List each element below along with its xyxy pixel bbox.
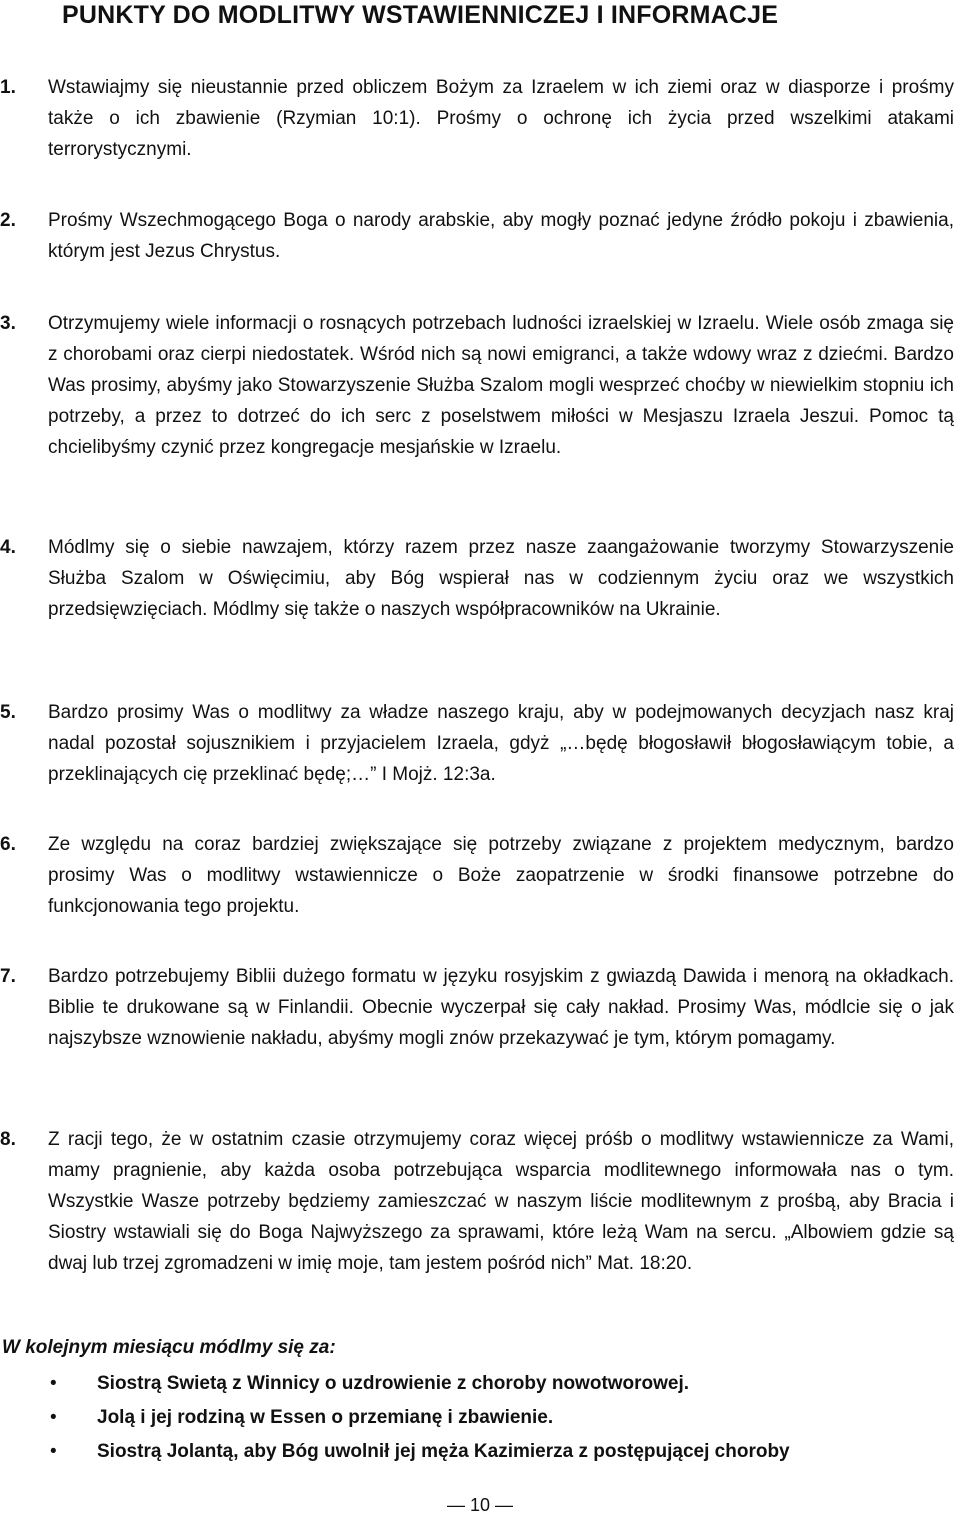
prayer-point-text: Bardzo potrzebujemy Biblii dużego formatu w języku rosyjskim z gwiazdą Dawida i menorą na okładkach. Biblie te drukowane są w Finlandii. Obecnie wyczerpał się cały nakład. Prosimy Was, módlcie się o jak najszybsze wznowienie nakładu, abyśmy mogli znów przekazywać je tym, którym pomagamy. xyxy=(48,966,954,1049)
prayer-point-number: 8. xyxy=(0,1129,16,1150)
bullet-icon: • xyxy=(50,1373,57,1394)
prayer-point-text: Z racji tego, że w ostatnim czasie otrzymujemy coraz więcej próśb o modlitwy wstawiennicze za Wami, mamy pragnienie, aby każda osoba potrzebująca wsparcia modlitewnego informowała nas o tym. Wszystkie Wasze potrzeby będziemy zamieszczać w naszym liście modlitewnym z prośbą, aby Bracia i Siostry wstawiali się do Boga Najwyższego za sprawami, które leżą Wam na sercu. „Albowiem gdzie są dwaj lub trzej zgromadzeni w imię moje, tam jestem pośród nich” Mat. 18:20. xyxy=(48,1129,954,1274)
prayer-point-text: Otrzymujemy wiele informacji o rosnących potrzebach ludności izraelskiej w Izraelu. Wiele osób zmaga się z chorobami oraz cierpi niedostatek. Wśród nich są nowi emigranci, a także wdowy wraz z dziećmi. Bardzo Was prosimy, abyśmy jako Stowarzyszenie Służba Szalom mogli wesprzeć choćby w niewielkim stopniu ich potrzeby, a przez to dotrzeć do ich serc z poselstwem miłości w Mesjaszu Izraela Jeszui. Pomoc tą chcielibyśmy czynić przez kongregacje mesjańskie w Izraelu. xyxy=(48,313,954,458)
list-item-text: Siostrą Swietą z Winnicy o uzdrowienie z choroby nowotworowej. xyxy=(97,1373,690,1394)
list-item xyxy=(0,1405,960,1439)
prayer-point-number: 6. xyxy=(0,834,16,855)
bullet-icon: • xyxy=(50,1407,57,1428)
prayer-point-text: Prośmy Wszechmogącego Boga o narody arabskie, aby mogły poznać jedyne źródło pokoju i zbawienia, którym jest Jezus Chrystus. xyxy=(48,210,954,262)
bullet-icon: • xyxy=(50,1441,57,1462)
prayer-point-number: 4. xyxy=(0,537,16,558)
prayer-point-text: Bardzo prosimy Was o modlitwy za władze naszego kraju, aby w podejmowanych decyzjach nasz kraj nadal pozostał sojusznikiem i przyjacielem Izraela, gdyż „…będę błogosławił błogosławiącym tobie, a przeklinających cię przeklinać będę;…” I Mojż. 12:3a. xyxy=(48,702,954,785)
next-month-heading: W kolejnym miesiącu módlmy się za: xyxy=(2,1337,336,1358)
list-item-text: Siostrą Jolantą, aby Bóg uwolnił jej męża Kazimierza z postępującej choroby xyxy=(97,1441,790,1462)
prayer-point-text: Módlmy się o siebie nawzajem, którzy razem przez nasze zaangażowanie tworzymy Stowarzyszenie Służba Szalom w Oświęcimiu, aby Bóg wspierał nas w codziennym życiu oraz we wszystkich przedsięwzięciach. Módlmy się także o naszych współpracowników na Ukrainie. xyxy=(48,537,954,620)
list-item-text: Jolą i jej rodziną w Essen o przemianę i zbawienie. xyxy=(97,1407,554,1428)
prayer-point-text: Wstawiajmy się nieustannie przed obliczem Bożym za Izraelem w ich ziemi oraz w diasporze i prośmy także o ich zbawienie (Rzymian 10:1). Prośmy o ochronę ich życia przed wszelkimi atakami terrorystycznymi. xyxy=(48,77,954,160)
list-item xyxy=(0,1439,960,1473)
prayer-point-number: 5. xyxy=(0,702,16,723)
page-number: — 10 — xyxy=(446,1495,514,1515)
next-month-list xyxy=(0,1371,960,1473)
prayer-point-number: 1. xyxy=(0,77,16,98)
prayer-point-number: 7. xyxy=(0,966,16,987)
page-title: PUNKTY DO MODLITWY WSTAWIENNICZEJ I INFORMACJE xyxy=(62,1,779,29)
prayer-point-number: 3. xyxy=(0,313,16,334)
list-item xyxy=(0,1371,960,1405)
prayer-point-text: Ze względu na coraz bardziej zwiększające się potrzeby związane z projektem medycznym, bardzo prosimy Was o modlitwy wstawiennicze o Boże zaopatrzenie w środki finansowe potrzebne do funkcjonowania tego projektu. xyxy=(48,834,954,917)
prayer-point-number: 2. xyxy=(0,210,16,231)
